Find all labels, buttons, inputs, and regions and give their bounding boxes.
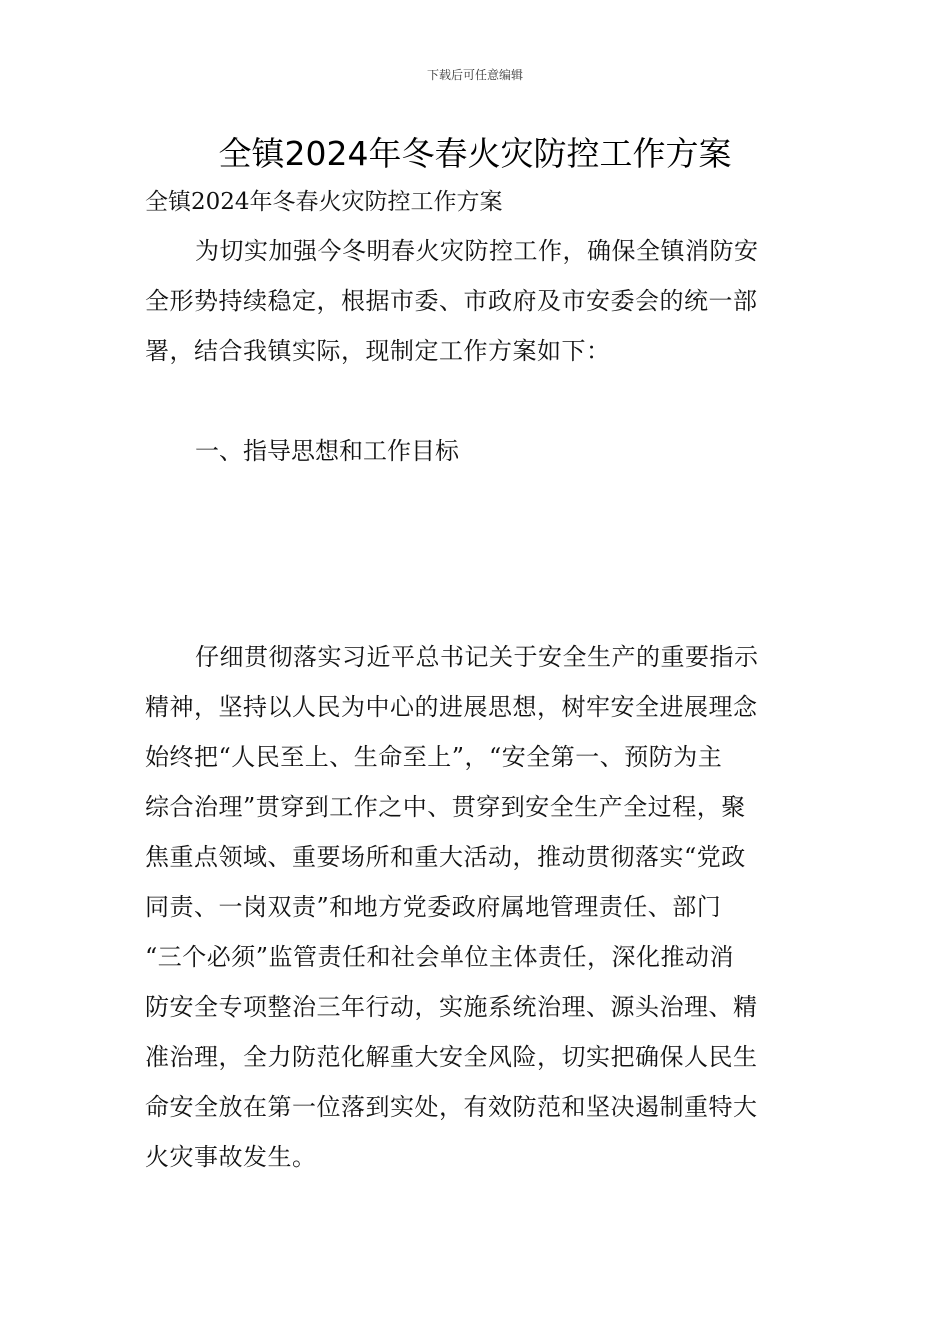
intro-line: 全形势持续稳定，根据市委、市政府及市安委会的统一部: [145, 287, 758, 315]
section1-paragraph: [145, 632, 807, 1182]
header-note: 下载后可任意编辑: [426, 68, 523, 82]
section1-line: 准治理，全力防范化解重大安全风险，切实把确保人民生: [145, 1043, 758, 1071]
section1-line: 防安全专项整治三年行动，实施系统治理、源头治理、精: [145, 993, 758, 1021]
section1-line: 仔细贯彻落实习近平总书记关于安全生产的重要指示: [195, 643, 759, 671]
section1-line: 综合治理”贯穿到工作之中、贯穿到安全生产全过程，聚: [145, 793, 746, 821]
section1-line: 火灾事故发生。: [145, 1143, 317, 1171]
intro-line: 署，结合我镇实际，现制定工作方案如下：: [145, 337, 611, 365]
section-heading: 一、指导思想和工作目标: [195, 437, 459, 465]
section1-line: 命安全放在第一位落到实处，有效防范和坚决遏制重特大: [145, 1093, 758, 1121]
document-title: 全镇2024年冬春火灾防控工作方案: [218, 134, 732, 173]
intro-paragraph: [145, 226, 807, 376]
section1-line: 焦重点领域、重要场所和重大活动，推动贯彻落实“党政: [145, 843, 746, 871]
intro-line: 为切实加强今冬明春火灾防控工作，确保全镇消防安: [195, 237, 759, 265]
section1-line: 始终把“人民至上、生命至上”，“安全第一、预防为主: [145, 743, 723, 771]
document-subtitle: 全镇2024年冬春火灾防控工作方案: [145, 189, 503, 215]
section1-line: “三个必须”监管责任和社会单位主体责任，深化推动消: [145, 943, 735, 971]
section1-line: 同责、一岗双责”和地方党委政府属地管理责任、部门: [145, 893, 722, 921]
section1-line: 精神，坚持以人民为中心的进展思想，树牢安全进展理念: [145, 693, 758, 721]
